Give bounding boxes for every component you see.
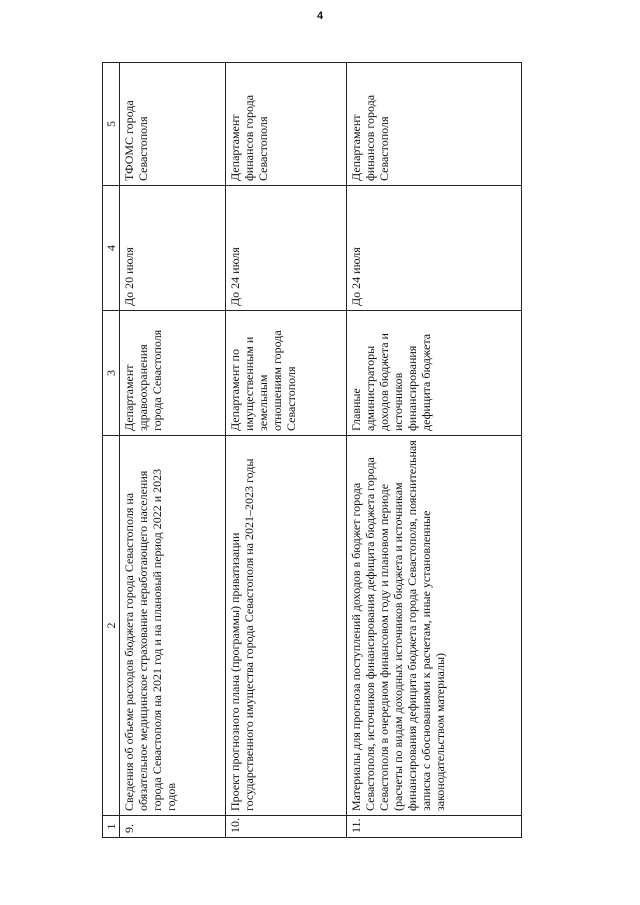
row-number: 10. xyxy=(226,816,347,838)
row-number: 11. xyxy=(347,816,522,838)
table-row xyxy=(120,63,226,838)
column-header: 5 xyxy=(103,63,120,186)
column-header: 1 xyxy=(103,816,120,838)
info-cell: Проект прогнозного плана (программы) приватизации государственного имущества города Севастополя на 2021–2023 годы xyxy=(226,436,347,816)
schedule-table xyxy=(102,62,522,838)
recipient-cell: ТФОМС города Севастополя xyxy=(120,63,226,186)
deadline-cell: До 24 июля xyxy=(347,186,522,311)
responsible-cell: Главные администраторы доходов бюджета и источников финансирования дефицита бюджета xyxy=(347,311,522,436)
table-row xyxy=(347,63,522,838)
deadline-cell: До 20 июля xyxy=(120,186,226,311)
responsible-cell: Департамент по имущественным и земельным отношениям города Севастополя xyxy=(226,311,347,436)
column-header: 2 xyxy=(103,436,120,816)
responsible-cell: Департамент здравоохранения города Севастополя xyxy=(120,311,226,436)
recipient-cell: Департамент финансов города Севастополя xyxy=(226,63,347,186)
column-header: 4 xyxy=(103,186,120,311)
rotated-table-container xyxy=(102,63,522,838)
info-cell: Материалы для прогноза поступлений доходов в бюджет города Севастополя, источников финансирования дефицита бюджета города Севастополя в очередном финансовом году и плановом периоде (расчеты по видам доходных источников бюджета и источникам финансирования дефицита бюджета города Севастополя, пояснительная записка с обоснованиями к расчетам, иные установленные законодательством материалы) xyxy=(347,436,522,816)
recipient-cell: Департамент финансов города Севастополя xyxy=(347,63,522,186)
table-row xyxy=(226,63,347,838)
page-number: 4 xyxy=(316,10,324,22)
row-number: 9. xyxy=(120,816,226,838)
column-header: 3 xyxy=(103,311,120,436)
deadline-cell: До 24 июля xyxy=(226,186,347,311)
table-header-row xyxy=(103,63,120,838)
info-cell: Сведения об объеме расходов бюджета города Севастополя на обязательное медицинское страхование неработающего населения города Севастополя на 2021 год и на плановый период 2022 и 2023 годов xyxy=(120,436,226,816)
